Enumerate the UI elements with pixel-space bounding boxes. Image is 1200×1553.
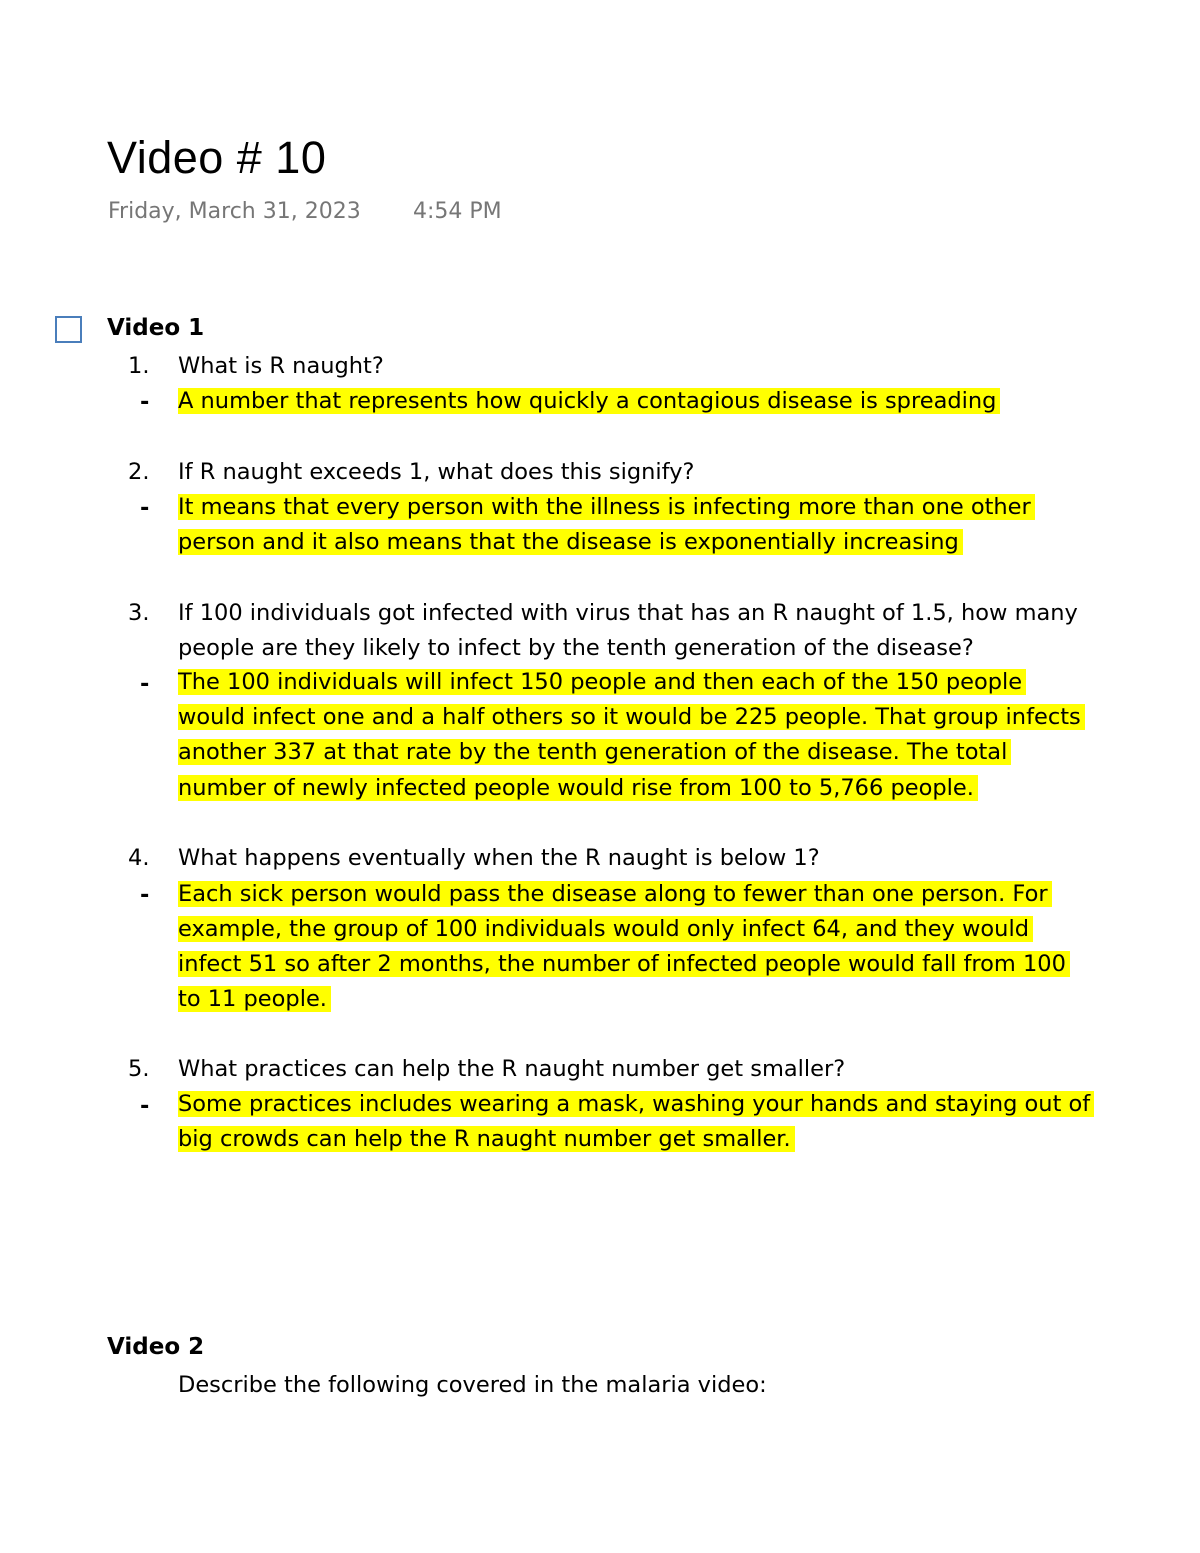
q2-answer-line [178, 490, 1035, 525]
q5-number: 5. [128, 1056, 150, 1082]
q2-dash: - [140, 495, 150, 521]
q4-question-line: What happens eventually when the R naught is below 1? [178, 845, 820, 871]
q5-dash: - [140, 1093, 150, 1119]
q4-answer-line [178, 912, 1033, 947]
highlight: A number that represents how quickly a contagious disease is spreading [178, 388, 1000, 414]
q3-dash: - [140, 671, 150, 697]
q4-number: 4. [128, 845, 150, 871]
q3-answer-line [178, 771, 978, 806]
q4-answer-line [178, 947, 1070, 982]
q3-answer-line [178, 665, 1026, 700]
highlight: example, the group of 100 individuals would only infect 64, and they would [178, 916, 1033, 942]
highlight: would infect one and a half others so it would be 225 people. That group infects [178, 704, 1085, 730]
highlight: infect 51 so after 2 months, the number of infected people would fall from 100 [178, 951, 1070, 977]
highlight: to 11 people. [178, 986, 331, 1012]
q5-answer-line [178, 1087, 1094, 1122]
q2-answer-line [178, 525, 963, 560]
highlight: big crowds can help the R naught number get smaller. [178, 1126, 795, 1152]
q2-question-line: If R naught exceeds 1, what does this signify? [178, 459, 695, 485]
highlight: Some practices includes wearing a mask, washing your hands and staying out of [178, 1091, 1094, 1117]
highlight: Each sick person would pass the disease along to fewer than one person. For [178, 881, 1052, 907]
q3-question-line: people are they likely to infect by the tenth generation of the disease? [178, 635, 974, 661]
highlight: number of newly infected people would rise from 100 to 5,766 people. [178, 775, 978, 801]
highlight: another 337 at that rate by the tenth generation of the disease. The total [178, 739, 1011, 765]
q3-answer-line [178, 700, 1085, 735]
q3-answer-line [178, 735, 1011, 770]
video2-heading: Video 2 [107, 1334, 205, 1360]
q5-question-line: What practices can help the R naught number get smaller? [178, 1056, 846, 1082]
q4-answer-line [178, 877, 1052, 912]
q1-number: 1. [128, 353, 150, 379]
highlight: person and it also means that the disease is exponentially increasing [178, 529, 963, 555]
q2-number: 2. [128, 459, 150, 485]
q3-question-line: If 100 individuals got infected with virus that has an R naught of 1.5, how many [178, 600, 1078, 626]
highlight: The 100 individuals will infect 150 people and then each of the 150 people [178, 669, 1026, 695]
q5-answer-line [178, 1122, 795, 1157]
q1-answer-line [178, 384, 1000, 419]
highlight: It means that every person with the illness is infecting more than one other [178, 494, 1035, 520]
task-checkbox[interactable] [55, 316, 82, 343]
page-date: Friday, March 31, 2023 [108, 199, 361, 224]
page-title: Video # 10 [107, 132, 327, 183]
q3-number: 3. [128, 600, 150, 626]
page-time: 4:54 PM [413, 199, 502, 224]
video1-heading: Video 1 [107, 315, 205, 341]
q4-answer-line [178, 982, 331, 1017]
q1-dash: - [140, 389, 150, 415]
q4-dash: - [140, 882, 150, 908]
video2-prompt: Describe the following covered in the malaria video: [178, 1372, 767, 1398]
q1-question-line: What is R naught? [178, 353, 384, 379]
date-row [108, 199, 502, 224]
